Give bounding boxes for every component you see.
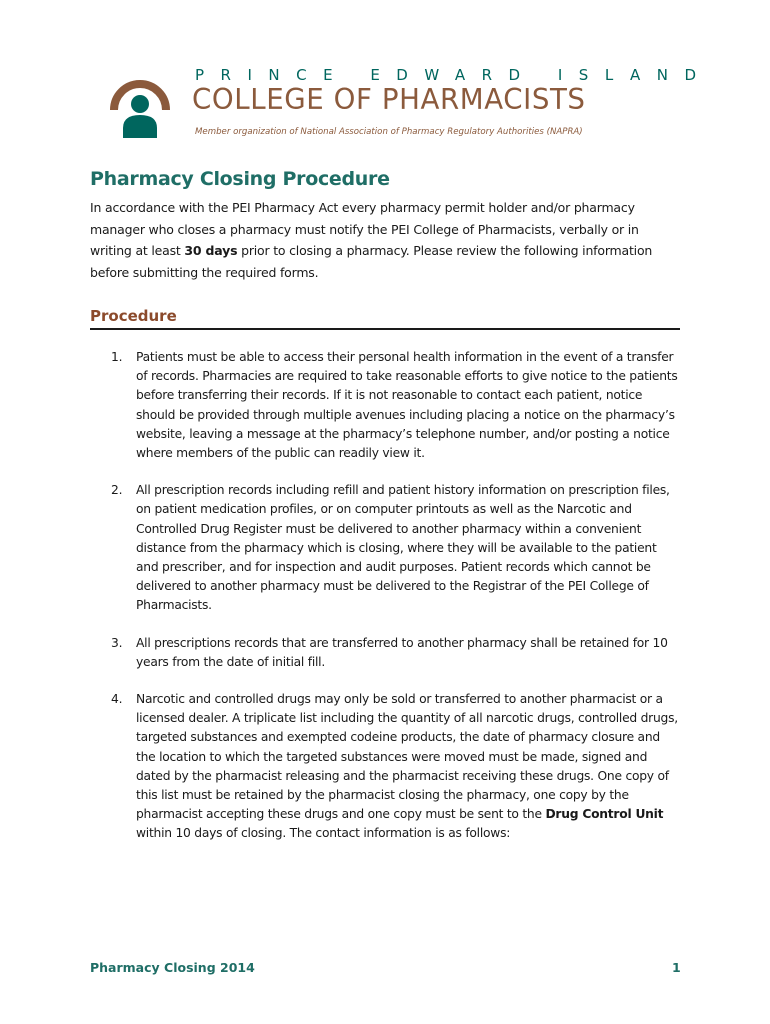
list-item-text: All prescriptions records that are transferred to another pharmacy shall be retained for 10 years from the date of initial fill.	[136, 635, 668, 669]
list-item-number: 3.	[111, 635, 123, 650]
list-item-text: All prescription records including refill and patient history information on prescription files, on patient medication profiles, or on computer printouts as well as the Narcotic and Controlled Drug Register must be delivered to another pharmacy within a convenient distance from the pharmacy which is closing, where they will be available to the patient and prescriber, and for inspection and audit purposes. Patient records which cannot be delivered to another pharmacy must be delivered to the Registrar of the PEI College of Pharmacists.	[136, 483, 670, 613]
logo-tagline: Member organization of National Association of Pharmacy Regulatory Authorities (NAPRA)	[195, 127, 583, 137]
footer-page-number: 1	[672, 960, 681, 975]
list-item-number: 2.	[111, 483, 123, 498]
intro-bold-days: 30 days	[184, 243, 238, 258]
intro-paragraph	[90, 197, 682, 283]
procedure-list	[90, 348, 682, 844]
list-item-text: Narcotic and controlled drugs may only be sold or transferred to another pharmacist or a licensed dealer. A triplicate list including the quantity of all narcotic drugs, controlled drugs, targeted substances and exempted codeine products, the date of pharmacy closure and the location to which the targeted substances were moved must be made, signed and dated by the pharmacist releasing and the pharmacist receiving these drugs. One copy of this list must be retained by the pharmacist closing the pharmacy, one copy by the pharmacist accepting these drugs and one copy must be sent to the	[136, 692, 678, 822]
page-title: Pharmacy Closing Procedure	[90, 168, 390, 190]
list-item	[90, 634, 682, 672]
footer-document-name: Pharmacy Closing 2014	[90, 960, 255, 975]
list-item	[90, 481, 682, 615]
intro-text-end: prior to closing a pharmacy. Please review the following information before submitting the required forms.	[90, 243, 653, 280]
list-item-text-end: within 10 days of closing. The contact information is as follows:	[136, 826, 511, 841]
intro-text-start: In accordance with the PEI Pharmacy Act every pharmacy permit holder and/or pharmacy manager who closes a pharmacy must notify the PEI College of Pharmacists, verbally or in writing at least	[90, 200, 639, 258]
drug-control-unit-bold: Drug Control Unit	[545, 807, 664, 822]
pharmacist-person-icon	[108, 68, 172, 138]
section-heading-procedure: Procedure	[90, 307, 680, 330]
document-body	[90, 168, 682, 862]
list-item	[90, 348, 682, 463]
logo-line-province: PRINCE EDWARD ISLAND	[195, 66, 713, 84]
list-item-number: 4.	[111, 692, 123, 707]
list-item-text: Patients must be able to access their personal health information in the event of a transfer of records. Pharmacies are required to take reasonable efforts to give notice to the patients before transferring their records. If it is not reasonable to contact each patient, notice should be provided through multiple avenues including placing a notice on the pharmacy’s website, leaving a message at the pharmacy’s telephone number, and/or posting a notice where members of the public can readily view it.	[136, 350, 678, 461]
college-logo	[108, 64, 713, 144]
list-item-number: 1.	[111, 350, 123, 364]
logo-line-college: COLLEGE OF PHARMACISTS	[192, 83, 586, 116]
list-item	[90, 690, 682, 844]
